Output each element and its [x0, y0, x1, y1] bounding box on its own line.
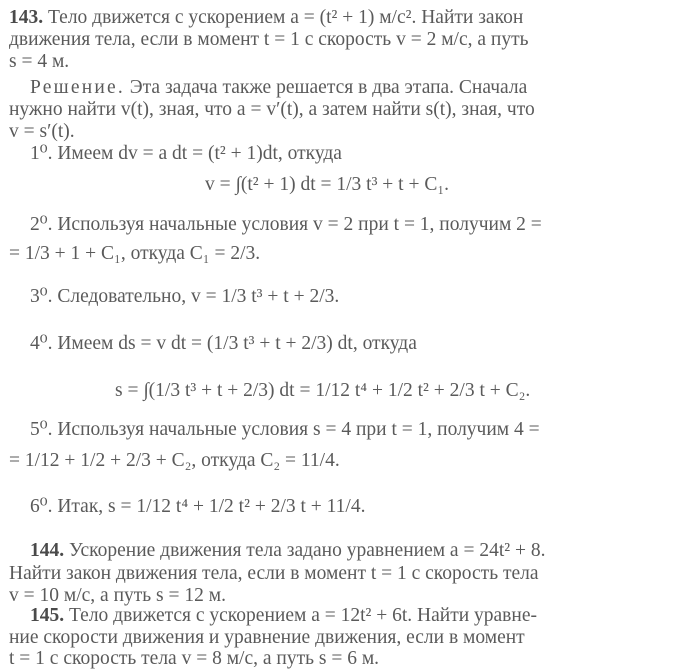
solution-line-2: нужно найти v(t), зная, что a = v′(t), а затем найти s(t), зная, что [9, 99, 535, 120]
step-5-text-1: Используя начальные условия s = 4 при t = 1, получим 4 = [57, 419, 540, 440]
step-2-text-1: Используя начальные условия v = 2 при t = 1, получим 2 = [57, 214, 542, 235]
solution-line-3: v = s′(t). [9, 121, 75, 142]
solution-text-1: Эта задача также решается в два этапа. Сначала [129, 77, 528, 98]
step-1-mark: 1⁰. [30, 143, 53, 164]
step-5-line-1 [30, 419, 540, 441]
step-3-line [30, 286, 339, 308]
step-2-line-1 [30, 214, 542, 236]
step-3-mark: 3⁰. [30, 286, 53, 307]
solution-word: Решение. [30, 77, 125, 98]
problem-143-line-3: s = 4 м. [9, 51, 70, 72]
step-4-text: Имеем ds = v dt = (1/3 t³ + t + 2/3) dt, откуда [57, 333, 417, 354]
step-4-line [30, 333, 417, 355]
step-6-text: Итак, s = 1/12 t⁴ + 1/2 t² + 2/3 t + 11/4. [57, 496, 366, 517]
step-4-formula: s = ∫(1/3 t³ + t + 2/3) dt = 1/12 t⁴ + 1/2 t² + 2/3 t + C₂. [115, 380, 531, 401]
solution-line-1 [30, 77, 527, 99]
problem-145-text-1: Тело движется с ускорением a = 12t² + 6t. Найти уравне- [69, 605, 537, 626]
problem-145-line-2: ние скорости движения и уравнение движения, если в момент [9, 627, 525, 648]
problem-145-line-3: t = 1 с скорость тела v = 8 м/с, а путь s = 6 м. [9, 648, 380, 669]
problem-144-number: 144. [30, 540, 65, 561]
problem-144-line-2: Найти закон движения тела, если в момент t = 1 с скорость тела [9, 563, 539, 584]
step-2-line-2: = 1/3 + 1 + C₁, откуда C₁ = 2/3. [9, 243, 261, 264]
problem-143-line-2: движения тела, если в момент t = 1 с скорость v = 2 м/с, а путь [9, 29, 529, 50]
step-4-mark: 4⁰. [30, 333, 53, 354]
step-2-mark: 2⁰. [30, 214, 53, 235]
problem-144-text-1: Ускорение движения тела задано уравнением a = 24t² + 8. [69, 540, 546, 561]
problem-145-line-1 [30, 605, 537, 627]
step-6-mark: 6⁰. [30, 496, 53, 517]
problem-143-number: 143. [9, 7, 44, 28]
problem-143-text-1: Тело движется с ускорением a = (t² + 1) м/с². Найти закон [48, 7, 524, 28]
step-5-mark: 5⁰. [30, 419, 53, 440]
problem-143-line-1 [9, 7, 523, 29]
problem-144-line-1 [30, 540, 545, 562]
step-1-formula: v = ∫(t² + 1) dt = 1/3 t³ + t + C₁. [205, 174, 450, 195]
step-5-line-2: = 1/12 + 1/2 + 2/3 + C₂, откуда C₂ = 11/4. [9, 450, 340, 471]
step-1-text: Имеем dv = a dt = (t² + 1)dt, откуда [57, 143, 342, 164]
problem-144-line-3: v = 10 м/с, а путь s = 12 м. [9, 585, 226, 606]
problem-145-number: 145. [30, 605, 65, 626]
step-1-line [30, 143, 342, 165]
step-6-line [30, 496, 365, 518]
step-3-text: Следовательно, v = 1/3 t³ + t + 2/3. [57, 286, 340, 307]
